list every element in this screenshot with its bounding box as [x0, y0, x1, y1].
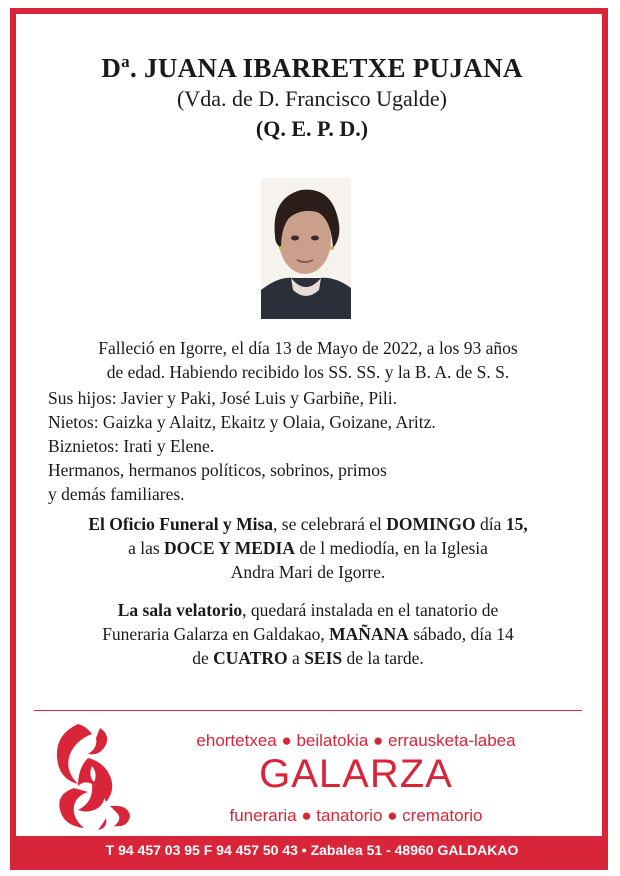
funeral-line: a las DOCE Y MEDIA de l mediodía, en la Iglesia [128, 538, 488, 558]
family-list [48, 386, 568, 506]
brand-name: GALARZA [259, 752, 453, 796]
tagline-basque: ehortetxea ● beilatokia ● errausketa-labea [196, 731, 516, 750]
family-line-grandchildren: Nietos: Gaizka y Alaitz, Ekaitz y Olaia, Goizane, Aritz. [48, 412, 436, 432]
tagline-spanish: funeraria ● tanatorio ● crematorio [229, 806, 483, 825]
wake-line: Funeraria Galarza en Galdakao, MAÑANA sábado, día 14 [102, 624, 514, 644]
wake-line: de CUATRO a SEIS de la tarde. [192, 648, 424, 668]
rip-line: (Q. E. P. D.) [255, 116, 369, 141]
widow-of-line: (Vda. de D. Francisco Ugalde) [176, 86, 447, 111]
family-line-children: Sus hijos: Javier y Paki, José Luis y Garbiñe, Pili. [48, 388, 398, 408]
family-line-great-grandchildren: Biznietos: Irati y Elene. [48, 436, 215, 456]
death-notice-line: de edad. Habiendo recibido los SS. SS. y la B. A. de S. S. [106, 362, 510, 382]
funeral-line: El Oficio Funeral y Misa, se celebrará el DOMINGO día 15, [88, 514, 528, 534]
deceased-name: $D^a$. JUANA IBARRETXE PUJANA [101, 52, 523, 83]
divider-rule [34, 710, 582, 711]
wake-info [48, 598, 568, 670]
death-notice-line: Falleció en Igorre, el día 13 de Mayo de 2022, a los 93 años [98, 338, 518, 358]
galarza-flame-logo-icon [48, 718, 134, 832]
funeral-info [48, 512, 568, 584]
family-line-siblings: Hermanos, hermanos políticos, sobrinos, primos [48, 460, 387, 480]
family-line-relatives: y demás familiares. [48, 484, 185, 504]
contact-bar: T 94 457 03 95 F 94 457 50 43 • Zabalea 51 - 48960 GALDAKAO [16, 836, 608, 864]
portrait-photo [261, 178, 351, 319]
death-notice [48, 336, 568, 384]
wake-line: La sala velatorio, quedará instalada en el tanatorio de [117, 600, 499, 620]
funeral-line: Andra Mari de Igorre. [230, 562, 386, 582]
